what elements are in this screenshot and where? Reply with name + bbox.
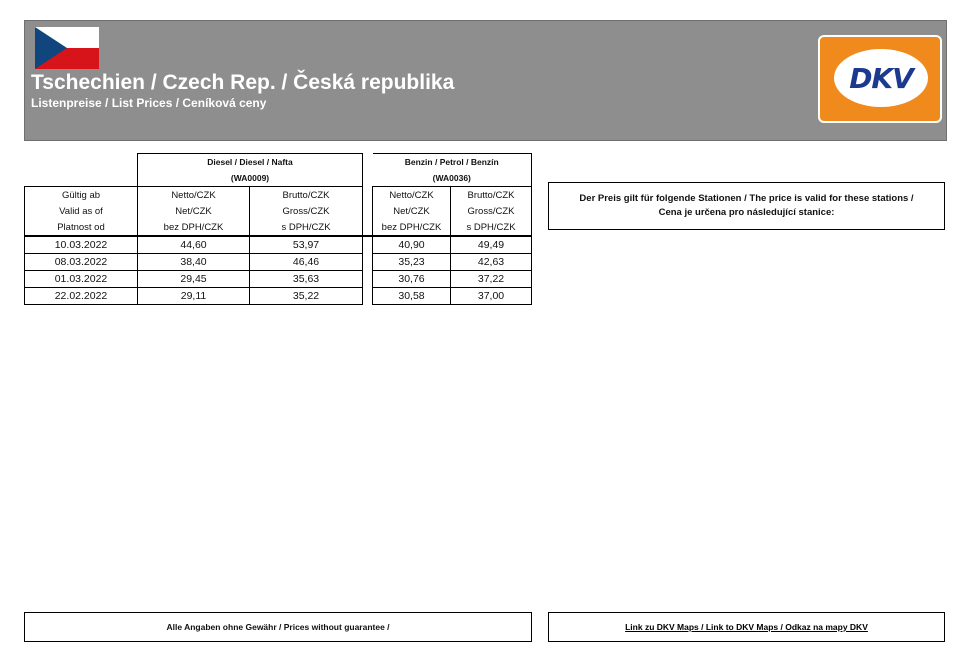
col-benzin-net-label: Netto/CZK [373,187,451,204]
table-row [25,236,532,254]
header-banner [24,20,947,141]
row-diesel-gross: 35,63 [250,271,363,288]
czech-flag-icon [35,27,99,69]
stations-header-line2: Cena je určena pro následující stanice: [658,207,835,218]
row-diesel-net: 29,11 [138,288,250,305]
col-diesel-net-label: Netto/CZK [138,187,250,204]
col-diesel-net-label: bez DPH/CZK [138,219,250,236]
stations-header [548,182,945,230]
stations-header-line1: Der Preis gilt für folgende Stationen / The price is valid for these stations / [579,193,914,204]
table-row [25,271,532,288]
col-benzin-net-label: Net/CZK [373,203,451,219]
col-date-label: Valid as of [25,203,138,219]
row-benzin-gross: 37,00 [451,288,532,305]
col-benzin-gross-label: Brutto/CZK [451,187,532,204]
row-benzin-gross: 37,22 [451,271,532,288]
col-date-label: Platnost od [25,219,138,236]
table-row [25,254,532,271]
dkv-logo-text: DKV [849,61,913,95]
diesel-product-code: (WA0009) [138,170,363,187]
col-diesel-gross-label: Brutto/CZK [250,187,363,204]
benzin-group-header: Benzin / Petrol / Benzín [373,154,532,171]
row-diesel-gross: 35,22 [250,288,363,305]
benzin-product-code: (WA0036) [373,170,532,187]
row-diesel-net: 38,40 [138,254,250,271]
row-date: 10.03.2022 [25,236,138,254]
col-diesel-gross-label: s DPH/CZK [250,219,363,236]
diesel-group-header: Diesel / Diesel / Nafta [138,154,363,171]
col-diesel-gross-label: Gross/CZK [250,203,363,219]
row-benzin-gross: 49,49 [451,236,532,254]
row-diesel-net: 29,45 [138,271,250,288]
dkv-maps-link[interactable]: Link zu DKV Maps / Link to DKV Maps / Odkaz na mapy DKV [548,612,945,642]
row-benzin-net: 30,58 [373,288,451,305]
dkv-logo-oval [834,49,928,107]
col-diesel-net-label: Net/CZK [138,203,250,219]
row-date: 22.02.2022 [25,288,138,305]
row-date: 01.03.2022 [25,271,138,288]
price-table [24,153,532,305]
row-benzin-net: 35,23 [373,254,451,271]
dkv-logo [818,35,942,123]
page-title: Tschechien / Czech Rep. / Česká republika [31,71,455,94]
row-benzin-net: 30,76 [373,271,451,288]
row-date: 08.03.2022 [25,254,138,271]
row-benzin-net: 40,90 [373,236,451,254]
row-benzin-gross: 42,63 [451,254,532,271]
col-benzin-net-label: bez DPH/CZK [373,219,451,236]
row-diesel-gross: 46,46 [250,254,363,271]
table-row [25,288,532,305]
disclaimer: Alle Angaben ohne Gewähr / Prices without guarantee / [24,612,532,642]
row-diesel-net: 44,60 [138,236,250,254]
row-diesel-gross: 53,97 [250,236,363,254]
col-date-label: Gültig ab [25,187,138,204]
col-benzin-gross-label: Gross/CZK [451,203,532,219]
col-benzin-gross-label: s DPH/CZK [451,219,532,236]
page-subtitle: Listenpreise / List Prices / Ceníková ceny [31,96,267,110]
